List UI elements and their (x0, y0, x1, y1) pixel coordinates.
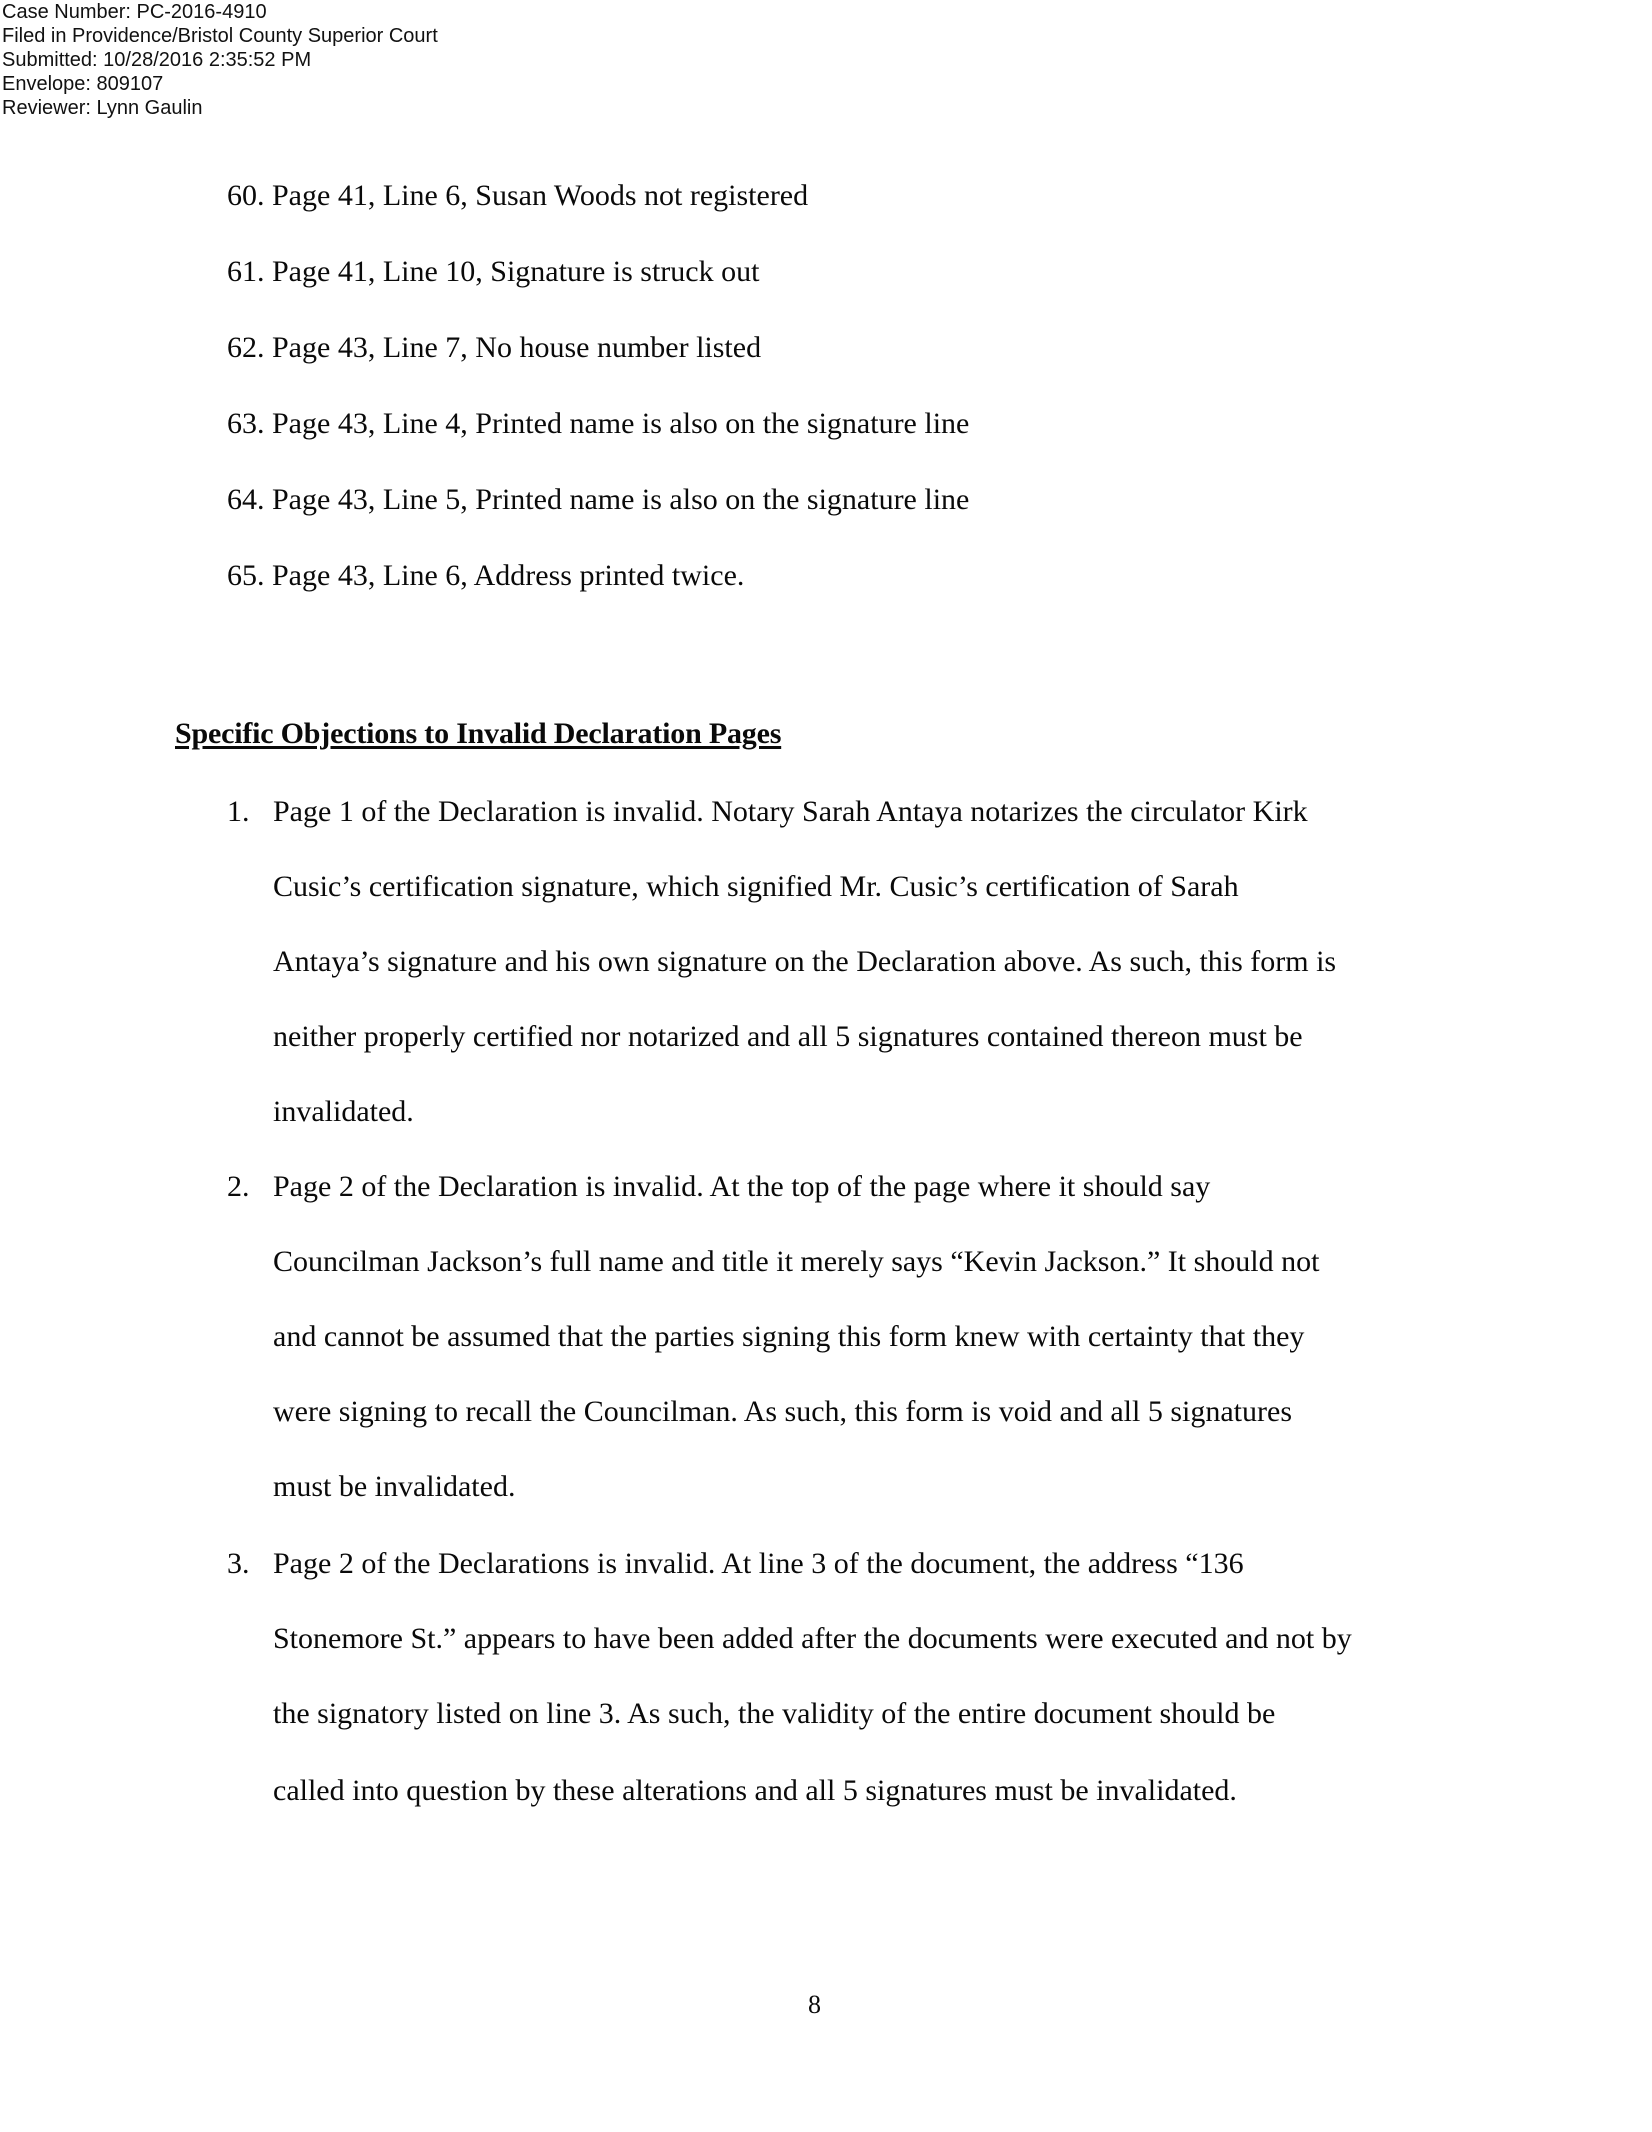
list-number: 3. (227, 1547, 250, 1580)
filed-in-court: Filed in Providence/Bristol County Superior Court (2, 25, 438, 47)
paragraph-line: Antaya’s signature and his own signature on the Declaration above. As such, this form is (273, 945, 1337, 978)
objection-item: 64. Page 43, Line 5, Printed name is also on the signature line (227, 483, 970, 516)
paragraph-line: and cannot be assumed that the parties signing this form knew with certainty that they (273, 1320, 1305, 1353)
submitted-timestamp: Submitted: 10/28/2016 2:35:52 PM (2, 49, 312, 71)
objection-item: 60. Page 41, Line 6, Susan Woods not registered (227, 179, 809, 212)
section-heading: Specific Objections to Invalid Declaration Pages (175, 717, 782, 750)
paragraph-line: Cusic’s certification signature, which signified Mr. Cusic’s certification of Sarah (273, 870, 1239, 903)
paragraph-line: called into question by these alterations and all 5 signatures must be invalidated. (273, 1774, 1237, 1807)
paragraph-line: Councilman Jackson’s full name and title it merely says “Kevin Jackson.” It should not (273, 1245, 1320, 1278)
reviewer-name: Reviewer: Lynn Gaulin (2, 97, 203, 119)
objection-item: 63. Page 43, Line 4, Printed name is also on the signature line (227, 407, 970, 440)
paragraph-line: Page 2 of the Declarations is invalid. At line 3 of the document, the address “136 (273, 1547, 1244, 1580)
objection-item: 62. Page 43, Line 7, No house number listed (227, 331, 762, 364)
page-number: 8 (808, 1990, 821, 2019)
paragraph-line: Page 1 of the Declaration is invalid. Notary Sarah Antaya notarizes the circulator Kirk (273, 795, 1308, 828)
paragraph-line: Page 2 of the Declaration is invalid. At the top of the page where it should say (273, 1170, 1211, 1203)
case-number: Case Number: PC-2016-4910 (2, 1, 267, 23)
envelope-number: Envelope: 809107 (2, 73, 164, 95)
paragraph-line: invalidated. (273, 1095, 414, 1128)
paragraph-line: the signatory listed on line 3. As such, the validity of the entire document should be (273, 1697, 1276, 1730)
objection-item: 65. Page 43, Line 6, Address printed twice. (227, 559, 745, 592)
paragraph-line: neither properly certified nor notarized and all 5 signatures contained thereon must be (273, 1020, 1303, 1053)
objection-item: 61. Page 41, Line 10, Signature is struck out (227, 255, 760, 288)
paragraph-line: must be invalidated. (273, 1470, 516, 1503)
paragraph-line: were signing to recall the Councilman. As such, this form is void and all 5 signatures (273, 1395, 1292, 1428)
filing-stamp (2, 0, 438, 120)
list-number: 2. (227, 1170, 250, 1203)
list-number: 1. (227, 795, 250, 828)
paragraph-line: Stonemore St.” appears to have been added after the documents were executed and not by (273, 1622, 1352, 1655)
